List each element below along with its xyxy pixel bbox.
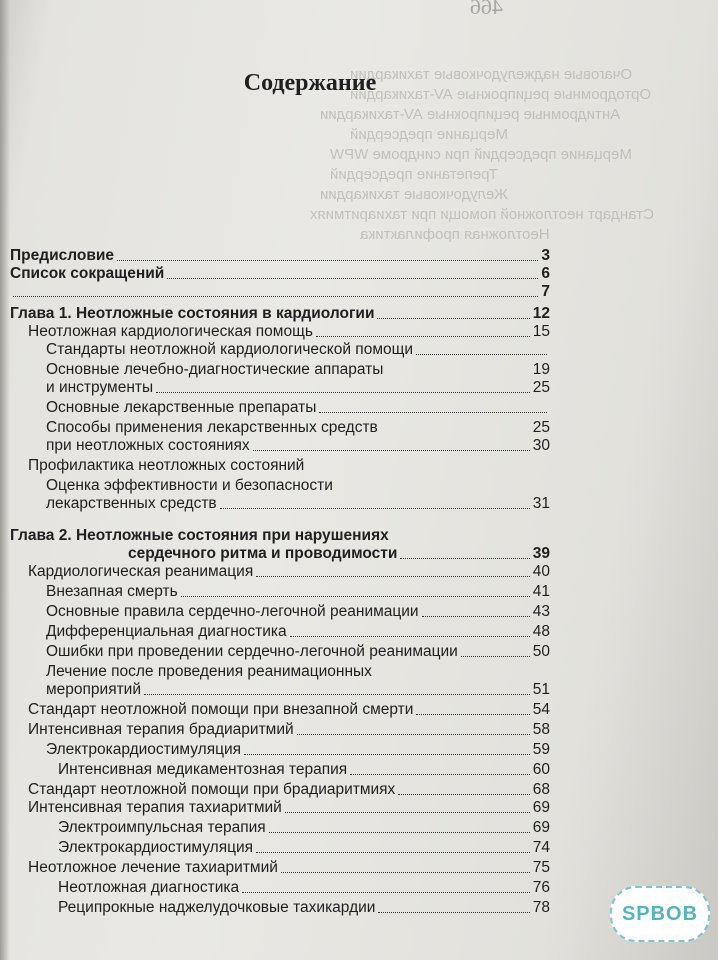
leader-dots <box>244 754 530 755</box>
toc-entry <box>10 341 550 359</box>
toc-entry-page: 15 <box>532 323 550 340</box>
leader-dots <box>281 872 530 873</box>
toc-entry-page: 7 <box>541 283 550 300</box>
toc-entry-page: 25 <box>532 379 550 396</box>
chapter-label: Глава 2. Неотложные состояния при нарушениях <box>10 527 389 544</box>
toc-entry-abbreviations <box>10 265 550 283</box>
toc-entry <box>10 741 550 759</box>
toc-entry-label: Внезапная смерть <box>46 583 178 600</box>
bleed-through-line: Стандарт неотложной помощи при тахиаритмиях <box>310 206 654 223</box>
toc-entry-label: Профилактика неотложных состояний <box>28 457 305 474</box>
toc-entry-label: Электрокардиостимуляция <box>58 839 254 856</box>
bleed-through-line: Очаговые наджелудочковые тахикардии <box>350 66 633 83</box>
toc-entry-label: Список сокращений <box>10 265 165 282</box>
toc-entry-label: при неотложных состояниях <box>46 437 250 454</box>
toc-entry <box>10 899 550 917</box>
toc-entry-label: и инструменты <box>46 379 154 396</box>
toc-entry <box>10 457 550 475</box>
toc-entry-label: Интенсивная терапия тахиаритмий <box>28 799 282 816</box>
toc-entry-page: 3 <box>541 247 550 264</box>
toc-entry-label: Реципрокные наджелудочковые тахикардии <box>58 899 376 916</box>
toc-entry-page: 60 <box>532 761 550 778</box>
leader-dots <box>297 734 530 735</box>
toc-entry <box>10 437 550 455</box>
toc-entry <box>10 361 550 379</box>
toc-entry <box>10 879 550 897</box>
leader-dots <box>144 694 530 695</box>
toc-entry-page: 69 <box>532 819 550 836</box>
watermark-logo: SPBOB <box>610 886 710 942</box>
leader-dots <box>285 812 530 813</box>
toc-entry-label: Неотложная диагностика <box>58 879 240 896</box>
bleed-through-line: Неотложная профилактика <box>360 226 550 243</box>
toc-entry-label: Неотложное лечение тахиаритмий <box>28 859 278 876</box>
toc-entry <box>10 477 550 495</box>
bleed-through-line: Трепетание предсердий <box>330 166 498 183</box>
bleed-through-line: Мерцание предсердий <box>350 126 509 143</box>
toc-entry <box>10 701 550 719</box>
bleed-through-line: Ортодромные реципрокные AV-тахикардии <box>350 86 652 103</box>
toc-entry-label: Кардиологическая реанимация <box>28 563 254 580</box>
toc-entry-label: Предисловие <box>10 247 115 264</box>
leader-dots <box>416 714 529 715</box>
toc-entry-label: Оценка эффективности и безопасности <box>46 477 333 494</box>
toc-entry-page: 68 <box>532 781 550 798</box>
page-gutter-shadow <box>0 0 10 960</box>
leader-dots <box>256 852 530 853</box>
leader-dots <box>167 278 538 279</box>
chapter-page: 12 <box>532 305 550 322</box>
leader-dots <box>269 832 530 833</box>
toc-entry-page: 25 <box>532 419 550 436</box>
leader-dots <box>422 616 530 617</box>
chapter-page: 39 <box>532 545 550 562</box>
toc-chapter-1 <box>10 305 550 323</box>
leader-dots <box>316 336 530 337</box>
toc-entry <box>10 563 550 581</box>
toc-entry-page: 69 <box>532 799 550 816</box>
toc-entry-label: Интенсивная медикаментозная терапия <box>58 761 348 778</box>
toc-entry-label: Электроимпульсная терапия <box>58 819 266 836</box>
toc-entry <box>10 721 550 739</box>
leader-dots <box>290 636 530 637</box>
leader-dots <box>416 354 547 355</box>
toc-entry <box>10 583 550 601</box>
toc-chapter-2-cont <box>10 545 550 563</box>
leader-dots <box>398 794 529 795</box>
toc-entry-page: 54 <box>532 701 550 718</box>
toc-entry-label: Дифференциальная диагностика <box>46 623 287 640</box>
toc-entry-page: 31 <box>532 495 550 512</box>
toc-entry-label: Ошибки при проведении сердечно-легочной реанимации <box>46 643 458 660</box>
toc-entry-page: 75 <box>532 859 550 876</box>
toc-entry <box>10 663 550 681</box>
toc-entry <box>10 761 550 779</box>
toc-entry-page: 6 <box>541 265 550 282</box>
leader-dots <box>461 656 530 657</box>
leader-dots <box>13 296 538 297</box>
toc-entry <box>10 839 550 857</box>
toc-entry <box>10 623 550 641</box>
toc-entry-label: Основные правила сердечно-легочной реанимации <box>46 603 419 620</box>
toc-entry-blank <box>10 283 550 301</box>
toc-entry <box>10 419 550 437</box>
toc-entry-label: Основные лечебно-диагностические аппараты <box>46 361 384 378</box>
toc-entry-page: 59 <box>532 741 550 758</box>
toc-entry-label: Стандарт неотложной помощи при брадиаритмиях <box>28 781 396 798</box>
toc-entry-label: Стандарты неотложной кардиологической помощи <box>46 341 414 358</box>
leader-dots <box>319 412 547 413</box>
toc-entry-label: Интенсивная терапия брадиаритмий <box>28 721 294 738</box>
leader-dots <box>350 774 530 775</box>
toc-entry-label: Электрокардиостимуляция <box>46 741 242 758</box>
leader-dots <box>242 892 530 893</box>
toc-entry-label: Неотложная кардиологическая помощь <box>28 323 313 340</box>
toc-entry-page: 19 <box>532 361 550 378</box>
toc-entry-page: 40 <box>532 563 550 580</box>
toc-entry-page: 48 <box>532 623 550 640</box>
toc-entry-page: 78 <box>532 899 550 916</box>
toc-entry <box>10 819 550 837</box>
toc-entry <box>10 399 550 417</box>
leader-dots <box>256 576 530 577</box>
toc-entry <box>10 681 550 699</box>
bleed-through-line: Мерцание предсердий при синдроме WPW <box>330 146 632 163</box>
toc-entry <box>10 859 550 877</box>
bleed-through-line: Антидромные реципрокные AV-тахикардии <box>320 106 621 123</box>
page-title: Содержание <box>243 70 377 96</box>
toc-entry <box>10 799 550 817</box>
toc-entry <box>10 781 550 799</box>
table-of-contents <box>10 70 550 917</box>
leader-dots <box>377 318 529 319</box>
toc-entry-label: Основные лекарственные препараты <box>46 399 317 416</box>
bleed-through-line: Желудочковые тахикардии <box>320 186 508 203</box>
toc-entry-label: Лечение после проведения реанимационных <box>46 663 372 680</box>
toc-entry-page: 41 <box>532 583 550 600</box>
toc-entry-page: 58 <box>532 721 550 738</box>
toc-entry-page: 30 <box>532 437 550 454</box>
toc-entry-page: 50 <box>532 643 550 660</box>
toc-entry <box>10 379 550 397</box>
toc-entry-label: Стандарт неотложной помощи при внезапной смерти <box>28 701 414 718</box>
bleed-through-page-number: 466 <box>470 0 503 19</box>
chapter-label-continued: сердечного ритма и проводимости <box>128 545 398 562</box>
toc-entry-page: 51 <box>532 681 550 698</box>
toc-entry-page: 76 <box>532 879 550 896</box>
toc-chapter-2 <box>10 527 550 545</box>
toc-entry <box>10 643 550 661</box>
toc-entry <box>10 495 550 513</box>
toc-entry-page: 43 <box>532 603 550 620</box>
toc-entry-page: 74 <box>532 839 550 856</box>
toc-entry <box>10 323 550 341</box>
leader-dots <box>117 260 538 261</box>
leader-dots <box>378 912 529 913</box>
leader-dots <box>156 392 530 393</box>
leader-dots <box>220 508 530 509</box>
toc-entry <box>10 603 550 621</box>
toc-entry-preface <box>10 247 550 265</box>
chapter-label: Глава 1. Неотложные состояния в кардиологии <box>10 305 375 322</box>
leader-dots <box>400 558 529 559</box>
toc-entry-label: Способы применения лекарственных средств <box>46 419 378 436</box>
toc-entry-label: мероприятий <box>46 681 141 698</box>
toc-entry-label: лекарственных средств <box>46 495 217 512</box>
leader-dots <box>181 596 530 597</box>
leader-dots <box>253 450 530 451</box>
